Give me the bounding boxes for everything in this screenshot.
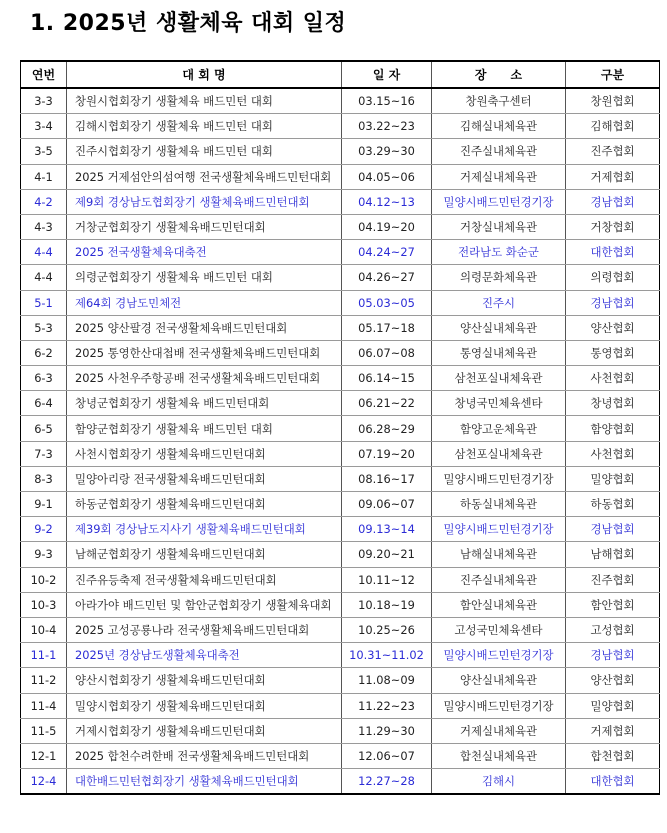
cell-organizer: 함양협회: [566, 416, 660, 441]
table-row: [21, 769, 660, 795]
cell-number: 5-3: [21, 315, 67, 340]
cell-number: 11-4: [21, 693, 67, 718]
cell-date: 03.29~30: [342, 139, 432, 164]
cell-date: 11.29~30: [342, 718, 432, 743]
cell-venue: 밀양시배드민턴경기장: [432, 189, 566, 214]
cell-number: 8-3: [21, 466, 67, 491]
cell-organizer: 함안협회: [566, 592, 660, 617]
table-row: [21, 114, 660, 139]
cell-venue: 창녕국민체육센타: [432, 391, 566, 416]
cell-date: 10.25~26: [342, 617, 432, 642]
cell-number: 4-3: [21, 214, 67, 239]
cell-event-name: 함양군협회장기 생활체육 배드민턴 대회: [67, 416, 342, 441]
cell-organizer: 창녕협회: [566, 391, 660, 416]
cell-number: 11-5: [21, 718, 67, 743]
cell-organizer: 경남협회: [566, 189, 660, 214]
cell-venue: 진주시: [432, 290, 566, 315]
table-row: [21, 693, 660, 718]
cell-venue: 밀양시배드민턴경기장: [432, 466, 566, 491]
table-row: [21, 466, 660, 491]
cell-venue: 진주실내체육관: [432, 139, 566, 164]
page-title: 1. 2025년 생활체육 대회 일정: [30, 11, 347, 36]
cell-number: 9-3: [21, 542, 67, 567]
header-organizer: 구분: [566, 61, 660, 88]
cell-organizer: 거제협회: [566, 164, 660, 189]
cell-event-name: 하동군협회장기 생활체육배드민턴대회: [67, 492, 342, 517]
table-header-row: [21, 61, 660, 88]
cell-event-name: 2025 고성공룡나라 전국생활체육배드민턴대회: [67, 617, 342, 642]
cell-event-name: 남해군협회장기 생활체육배드민턴대회: [67, 542, 342, 567]
cell-date: 05.03~05: [342, 290, 432, 315]
cell-organizer: 통영협회: [566, 340, 660, 365]
table-row: [21, 668, 660, 693]
cell-event-name: 진주시협회장기 생활체육 배드민턴 대회: [67, 139, 342, 164]
cell-number: 4-4: [21, 240, 67, 265]
table-row: [21, 617, 660, 642]
cell-venue: 합천실내체육관: [432, 743, 566, 768]
cell-event-name: 대한배드민턴협회장기 생활체육배드민턴대회: [67, 769, 342, 795]
cell-event-name: 밀양아리랑 전국생활체육배드민턴대회: [67, 466, 342, 491]
cell-organizer: 진주협회: [566, 567, 660, 592]
cell-event-name: 사천시협회장기 생활체육배드민턴대회: [67, 441, 342, 466]
cell-number: 9-2: [21, 517, 67, 542]
table-row: [21, 441, 660, 466]
cell-venue: 밀양시배드민턴경기장: [432, 517, 566, 542]
cell-venue: 진주실내체육관: [432, 567, 566, 592]
cell-number: 7-3: [21, 441, 67, 466]
cell-event-name: 진주유등축제 전국생활체육배드민턴대회: [67, 567, 342, 592]
cell-number: 10-2: [21, 567, 67, 592]
cell-event-name: 2025 전국생활체육대축전: [67, 240, 342, 265]
cell-event-name: 2025 양산팔경 전국생활체육배드민턴대회: [67, 315, 342, 340]
cell-date: 06.07~08: [342, 340, 432, 365]
cell-event-name: 아라가야 배드민턴 및 함안군협회장기 생활체육대회: [67, 592, 342, 617]
header-venue: 장 소: [432, 61, 566, 88]
cell-event-name: 양산시협회장기 생활체육배드민턴대회: [67, 668, 342, 693]
cell-event-name: 2025년 경상남도생활체육대축전: [67, 643, 342, 668]
cell-event-name: 밀양시협회장기 생활체육배드민턴대회: [67, 693, 342, 718]
cell-number: 10-3: [21, 592, 67, 617]
header-date: 일 자: [342, 61, 432, 88]
table-row: [21, 366, 660, 391]
cell-number: 3-3: [21, 88, 67, 114]
cell-date: 12.06~07: [342, 743, 432, 768]
cell-event-name: 창원시협회장기 생활체육 배드민턴 대회: [67, 88, 342, 114]
cell-venue: 삼천포실내체육관: [432, 366, 566, 391]
cell-date: 09.20~21: [342, 542, 432, 567]
table-row: [21, 542, 660, 567]
cell-organizer: 의령협회: [566, 265, 660, 290]
cell-date: 06.28~29: [342, 416, 432, 441]
cell-venue: 전라남도 화순군: [432, 240, 566, 265]
cell-event-name: 제39회 경상남도지사기 생활체육배드민턴대회: [67, 517, 342, 542]
table-row: [21, 88, 660, 114]
cell-organizer: 창원협회: [566, 88, 660, 114]
table-row: [21, 592, 660, 617]
table-row: [21, 643, 660, 668]
cell-organizer: 고성협회: [566, 617, 660, 642]
cell-date: 04.26~27: [342, 265, 432, 290]
cell-organizer: 밀양협회: [566, 693, 660, 718]
cell-venue: 함안실내체육관: [432, 592, 566, 617]
table-row: [21, 189, 660, 214]
table-row: [21, 315, 660, 340]
cell-organizer: 양산협회: [566, 315, 660, 340]
cell-organizer: 남해협회: [566, 542, 660, 567]
table-row: [21, 391, 660, 416]
cell-event-name: 김해시협회장기 생활체육 배드민턴 대회: [67, 114, 342, 139]
cell-event-name: 2025 통영한산대첩배 전국생활체육배드민턴대회: [67, 340, 342, 365]
cell-organizer: 경남협회: [566, 290, 660, 315]
cell-date: 05.17~18: [342, 315, 432, 340]
cell-number: 12-1: [21, 743, 67, 768]
cell-event-name: 거창군협회장기 생활체육배드민턴대회: [67, 214, 342, 239]
cell-venue: 양산실내체육관: [432, 315, 566, 340]
cell-date: 08.16~17: [342, 466, 432, 491]
table-row: [21, 517, 660, 542]
table-row: [21, 492, 660, 517]
cell-organizer: 합천협회: [566, 743, 660, 768]
cell-date: 10.31~11.02: [342, 643, 432, 668]
cell-organizer: 김해협회: [566, 114, 660, 139]
cell-date: 09.13~14: [342, 517, 432, 542]
cell-number: 10-4: [21, 617, 67, 642]
cell-date: 10.11~12: [342, 567, 432, 592]
header-number: 연번: [21, 61, 67, 88]
cell-venue: 거제실내체육관: [432, 164, 566, 189]
cell-date: 04.24~27: [342, 240, 432, 265]
cell-number: 6-2: [21, 340, 67, 365]
cell-venue: 하동실내체육관: [432, 492, 566, 517]
cell-number: 3-5: [21, 139, 67, 164]
cell-date: 04.19~20: [342, 214, 432, 239]
cell-organizer: 대한협회: [566, 769, 660, 795]
cell-organizer: 경남협회: [566, 517, 660, 542]
cell-date: 10.18~19: [342, 592, 432, 617]
table-row: [21, 164, 660, 189]
cell-venue: 밀양시배드민턴경기장: [432, 643, 566, 668]
table-row: [21, 340, 660, 365]
cell-date: 04.05~06: [342, 164, 432, 189]
cell-number: 4-1: [21, 164, 67, 189]
cell-number: 4-2: [21, 189, 67, 214]
cell-date: 09.06~07: [342, 492, 432, 517]
cell-date: 11.08~09: [342, 668, 432, 693]
cell-organizer: 사천협회: [566, 441, 660, 466]
table-row: [21, 139, 660, 164]
cell-venue: 거제실내체육관: [432, 718, 566, 743]
header-event-name: 대 회 명: [67, 61, 342, 88]
cell-number: 4-4: [21, 265, 67, 290]
cell-organizer: 거창협회: [566, 214, 660, 239]
cell-venue: 함양고운체육관: [432, 416, 566, 441]
cell-date: 04.12~13: [342, 189, 432, 214]
cell-number: 12-4: [21, 769, 67, 795]
cell-venue: 거창실내체육관: [432, 214, 566, 239]
cell-number: 11-2: [21, 668, 67, 693]
cell-organizer: 거제협회: [566, 718, 660, 743]
cell-number: 3-4: [21, 114, 67, 139]
table-row: [21, 290, 660, 315]
cell-event-name: 제9회 경상남도협회장기 생활체육배드민턴대회: [67, 189, 342, 214]
cell-organizer: 대한협회: [566, 240, 660, 265]
table-row: [21, 240, 660, 265]
cell-venue: 통영실내체육관: [432, 340, 566, 365]
cell-venue: 김해실내체육관: [432, 114, 566, 139]
table-row: [21, 567, 660, 592]
cell-organizer: 하동협회: [566, 492, 660, 517]
cell-event-name: 의령군협회장기 생활체육 배드민턴 대회: [67, 265, 342, 290]
table-row: [21, 265, 660, 290]
cell-event-name: 거제시협회장기 생활체육배드민턴대회: [67, 718, 342, 743]
cell-venue: 삼천포실내체육관: [432, 441, 566, 466]
cell-venue: 고성국민체육센타: [432, 617, 566, 642]
cell-date: 06.14~15: [342, 366, 432, 391]
cell-venue: 김해시: [432, 769, 566, 795]
cell-venue: 의령문화체육관: [432, 265, 566, 290]
cell-event-name: 제64회 경남도민체전: [67, 290, 342, 315]
cell-date: 03.15~16: [342, 88, 432, 114]
table-row: [21, 416, 660, 441]
cell-date: 11.22~23: [342, 693, 432, 718]
cell-event-name: 2025 거제섬안의섬여행 전국생활체육배드민턴대회: [67, 164, 342, 189]
cell-date: 06.21~22: [342, 391, 432, 416]
cell-number: 9-1: [21, 492, 67, 517]
cell-event-name: 2025 사천우주항공배 전국생활체육배드민턴대회: [67, 366, 342, 391]
cell-organizer: 사천협회: [566, 366, 660, 391]
cell-venue: 양산실내체육관: [432, 668, 566, 693]
table-row: [21, 743, 660, 768]
cell-number: 11-1: [21, 643, 67, 668]
cell-date: 07.19~20: [342, 441, 432, 466]
cell-number: 5-1: [21, 290, 67, 315]
cell-number: 6-4: [21, 391, 67, 416]
cell-date: 03.22~23: [342, 114, 432, 139]
cell-date: 12.27~28: [342, 769, 432, 795]
cell-organizer: 밀양협회: [566, 466, 660, 491]
cell-organizer: 양산협회: [566, 668, 660, 693]
cell-event-name: 2025 합천수려한배 전국생활체육배드민턴대회: [67, 743, 342, 768]
cell-venue: 창원축구센터: [432, 88, 566, 114]
table-row: [21, 214, 660, 239]
cell-organizer: 진주협회: [566, 139, 660, 164]
cell-organizer: 경남협회: [566, 643, 660, 668]
cell-number: 6-3: [21, 366, 67, 391]
cell-number: 6-5: [21, 416, 67, 441]
table-row: [21, 718, 660, 743]
cell-event-name: 창녕군협회장기 생활체육 배드민턴대회: [67, 391, 342, 416]
schedule-table: [20, 60, 660, 795]
cell-venue: 밀양시배드민턴경기장: [432, 693, 566, 718]
cell-venue: 남해실내체육관: [432, 542, 566, 567]
